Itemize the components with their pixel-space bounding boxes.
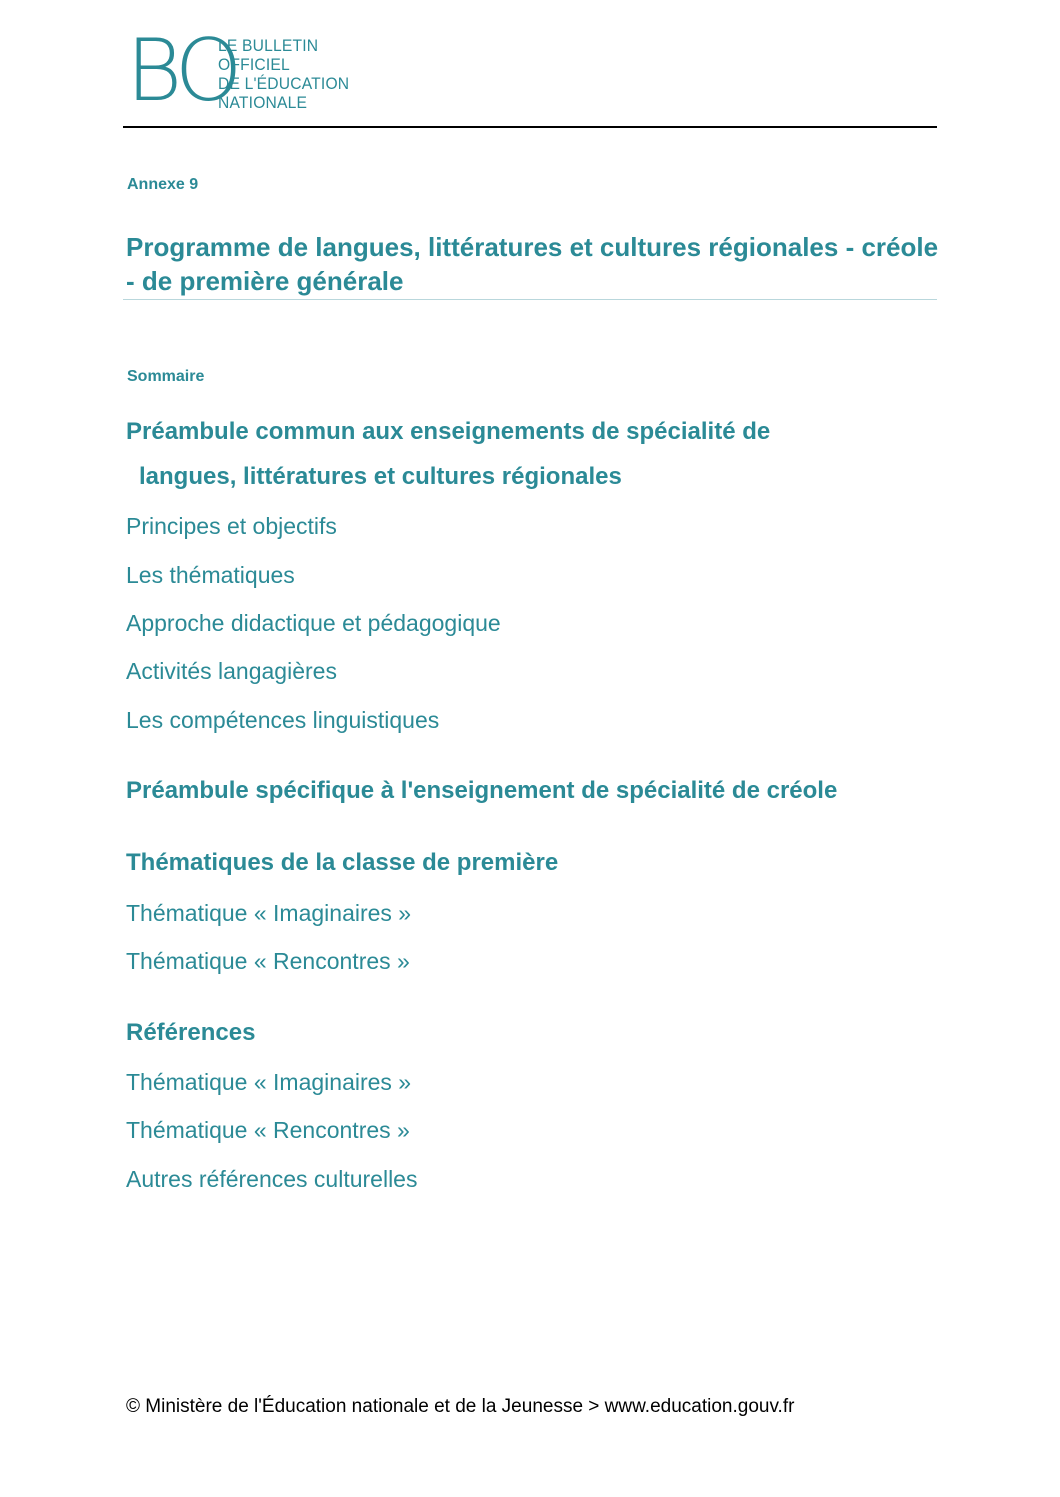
bo-logo-text bbox=[218, 36, 361, 112]
header-divider bbox=[123, 126, 937, 128]
sommaire-label: Sommaire bbox=[127, 368, 205, 385]
logo-line-2: OFFICIEL bbox=[218, 55, 290, 74]
toc-item-approche[interactable]: Approche didactique et pédagogique bbox=[126, 610, 501, 636]
toc-item-principes[interactable]: Principes et objectifs bbox=[126, 513, 337, 539]
toc-heading-thematiques-premiere[interactable]: Thématiques de la classe de première bbox=[126, 849, 559, 876]
bo-logo-mark: BO bbox=[126, 21, 237, 121]
toc-heading-preambule-specifique[interactable]: Préambule spécifique à l'enseignement de spécialité de créole bbox=[126, 777, 838, 804]
toc-item-activites[interactable]: Activités langagières bbox=[126, 658, 337, 684]
toc-item-imaginaires[interactable]: Thématique « Imaginaires » bbox=[126, 900, 412, 926]
toc-heading-preambule-commun-cont[interactable]: langues, littératures et cultures régionales bbox=[139, 463, 622, 490]
toc-item-rencontres[interactable]: Thématique « Rencontres » bbox=[126, 948, 410, 974]
toc-item-autres-references[interactable]: Autres références culturelles bbox=[126, 1166, 418, 1192]
page-title: Programme de langues, littératures et cultures régionales - créole - de première générale bbox=[126, 232, 939, 296]
logo-line-1: LE BULLETIN bbox=[218, 36, 319, 55]
page-footer: © Ministère de l'Éducation nationale et de la Jeunesse > www.education.gouv.fr bbox=[126, 1396, 795, 1417]
annex-label: Annexe 9 bbox=[127, 176, 199, 193]
title-divider bbox=[123, 299, 937, 300]
toc-item-competences[interactable]: Les compétences linguistiques bbox=[126, 707, 440, 733]
logo-line-3: DE L'ÉDUCATION bbox=[218, 74, 350, 93]
toc-item-thematiques[interactable]: Les thématiques bbox=[126, 562, 295, 588]
toc-heading-references[interactable]: Références bbox=[126, 1019, 256, 1046]
toc-item-ref-rencontres[interactable]: Thématique « Rencontres » bbox=[126, 1117, 410, 1143]
toc-item-ref-imaginaires[interactable]: Thématique « Imaginaires » bbox=[126, 1069, 412, 1095]
logo-line-4: NATIONALE bbox=[218, 93, 308, 112]
toc-heading-preambule-commun[interactable]: Préambule commun aux enseignements de spécialité de bbox=[126, 418, 771, 445]
